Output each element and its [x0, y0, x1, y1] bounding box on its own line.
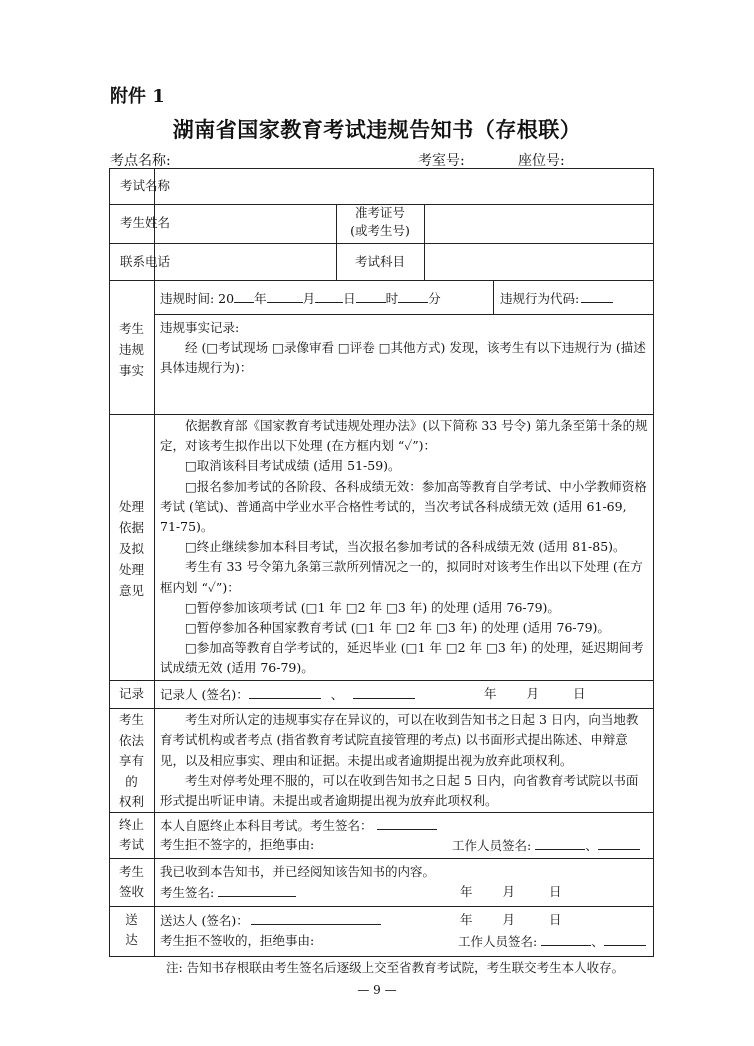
opinion-body	[160, 416, 650, 679]
room-no-label: 考室号:	[418, 153, 465, 169]
rights-paragraph: 考生对停考处理不服的，可以在收到告知书之日起 5 日内，向省教育考试院以书面形式提出听证申请。未提出或者逾期提出视为放弃此项权利。	[160, 772, 639, 809]
opinion-label-line: 意见	[118, 583, 144, 598]
month-unit: 月	[502, 912, 516, 927]
facts-label-line: 事实	[118, 363, 144, 378]
month-unit: 月	[526, 686, 540, 701]
receipt-date[interactable]	[460, 882, 562, 902]
staff-signature-label: 工作人员签名:	[458, 934, 538, 949]
delivery-label-line: 达	[125, 932, 138, 947]
day-unit: 日	[549, 884, 562, 899]
separator: 、	[585, 838, 598, 853]
opinion-option-cancel-score[interactable]: □取消该科目考试成绩 (适用 51-59)。	[185, 458, 401, 474]
facts-record[interactable]	[160, 318, 648, 378]
receipt-signature[interactable]	[160, 882, 296, 903]
terminate-refusal[interactable]: 考生拒不签字的，拒绝事由:	[160, 837, 315, 852]
terminate-signature[interactable]	[160, 815, 437, 836]
terminate-staff-signature[interactable]	[452, 835, 640, 856]
subject-field[interactable]	[426, 245, 651, 278]
hour-unit: 时	[385, 291, 399, 306]
day-unit: 日	[549, 912, 562, 927]
exam-name-label: 考试名称	[119, 178, 170, 193]
attachment-label: 附件 1	[110, 86, 165, 107]
receipt-label-line: 签收	[118, 884, 144, 899]
rights-body	[160, 710, 650, 811]
violation-code[interactable]	[500, 288, 613, 309]
opinion-label-line: 处理	[118, 562, 144, 577]
opinion-paragraph: 依据教育部《国家教育考试违规处理办法》(以下简称 33 号令) 第九条至第十条的规定，对该考生拟作出以下处理 (在方框内划 “✓”)：	[160, 418, 648, 454]
delivery-date[interactable]	[460, 910, 562, 930]
rights-label-line: 权利	[118, 794, 144, 809]
minute-unit: 分	[428, 291, 441, 306]
year-unit: 年	[460, 912, 473, 927]
rights-label-line: 依法	[118, 732, 144, 748]
rights-label-line: 享有	[118, 753, 144, 768]
month-unit: 月	[502, 884, 516, 899]
record-date[interactable]	[484, 684, 586, 704]
violation-time-prefix: 违规时间: 20	[160, 291, 235, 306]
violation-code-label: 违规行为代码:	[500, 291, 580, 306]
student-name-field[interactable]	[182, 206, 334, 241]
recorder-signature[interactable]	[160, 684, 415, 705]
delivery-staff-signature[interactable]	[458, 931, 646, 952]
rights-label-line: 的	[125, 773, 138, 789]
opinion-paragraph: 考生有 33 号令第九条第三款所列情况之一的，拟同时对该考生作出以下处理 (在方框内划 “✓”)：	[160, 559, 643, 595]
opinion-option-delay-graduation[interactable]: □参加高等教育自学考试的，延迟毕业 (□1 年 □2 年 □3 年) 的处理，延迟期间考试成绩无效 (适用 76-79)。	[160, 640, 644, 676]
admit-no-label	[336, 204, 424, 240]
year-unit: 年	[460, 884, 473, 899]
separator: 、	[330, 687, 344, 702]
facts-section-label	[109, 318, 154, 381]
receipt-label-line: 考生	[118, 864, 144, 879]
facts-label-line: 违规	[118, 342, 144, 357]
receipt-statement: 我已收到本告知书，并已经阅知该告知书的内容。	[160, 864, 436, 879]
opinion-label-line: 及拟	[118, 541, 144, 556]
rights-section-label	[109, 710, 154, 813]
violation-time[interactable]	[160, 288, 441, 309]
phone-label: 联系电话	[119, 254, 170, 269]
page-number: — 9 —	[357, 983, 397, 997]
record-section-label: 记录	[118, 686, 144, 701]
receipt-section-label	[109, 862, 154, 902]
page-title: 湖南省国家教育考试违规告知书（存根联）	[172, 117, 582, 142]
student-name-label: 考生姓名	[119, 215, 170, 230]
rights-paragraph: 考生对所认定的违规事实存在异议的，可以在收到告知书之日起 3 日内，向当地教育考试机构或者考点 (指省教育考试院直接管理的考点) 以书面形式提出陈述、申辩意见，以及相应事实、理由和证据。未提出或者逾期提出视为放弃此项权利。	[160, 712, 639, 768]
year-unit: 年	[254, 291, 267, 306]
day-unit: 日	[573, 686, 586, 701]
admit-no-label-alt: (或考生号)	[350, 223, 410, 238]
seat-no-label: 座位号:	[518, 153, 565, 169]
facts-record-text: 经 (□考试现场 □录像审看 □评卷 □其他方式) 发现，该考生有以下违规行为 (描述具体违规行为)：	[160, 340, 646, 375]
admit-no-field[interactable]	[426, 206, 651, 241]
opinion-option-terminate[interactable]: □终止继续参加本科目考试，当次报名参加考试的各科成绩无效 (适用 81-85)。	[185, 539, 626, 555]
admit-no-label-main: 准考证号	[354, 205, 405, 220]
year-unit: 年	[484, 686, 497, 701]
student-signature-label: 考生签名:	[160, 885, 215, 900]
delivery-section-label	[109, 910, 154, 950]
terminate-label-line: 考试	[118, 837, 144, 852]
delivery-refusal[interactable]: 考生拒不签收的，拒绝事由:	[160, 933, 315, 948]
deliverer-label: 送达人 (签名)：	[160, 913, 249, 928]
opinion-option-all-invalid[interactable]: □报名参加考试的各阶段、各科成绩无效：参加高等教育自学考试、中小学教师资格考试 (笔试)、普通高中学业水平合格性考试的，当次考试各科成绩无效 (适用 61-69, 71-75)。	[160, 478, 647, 535]
facts-label-line: 考生	[118, 321, 144, 336]
month-unit: 月	[302, 291, 316, 306]
staff-signature-label: 工作人员签名:	[452, 838, 532, 853]
delivery-label-line: 送	[125, 912, 138, 927]
delivery-signature[interactable]	[160, 910, 381, 931]
opinion-option-suspend-exam[interactable]: □暂停参加该项考试 (□1 年 □2 年 □3 年) 的处理 (适用 76-79)。	[185, 599, 560, 615]
terminate-section-label	[109, 815, 154, 855]
subject-label: 考试科目	[354, 254, 405, 269]
opinion-section-label	[109, 496, 154, 601]
exam-name-field[interactable]	[182, 170, 652, 202]
separator: 、	[591, 934, 604, 949]
site-name-label: 考点名称:	[110, 153, 171, 169]
opinion-option-suspend-all[interactable]: □暂停参加各种国家教育考试 (□1 年 □2 年 □3 年) 的处理 (适用 76-79)。	[185, 620, 610, 636]
recorder-label: 记录人 (签名)：	[160, 687, 249, 702]
day-unit: 日	[343, 291, 356, 306]
terminate-statement: 本人自愿终止本科目考试。考生签名：	[160, 818, 373, 833]
opinion-label-line: 依据	[118, 520, 144, 535]
phone-field[interactable]	[182, 245, 334, 278]
terminate-label-line: 终止	[118, 817, 144, 832]
opinion-label-line: 处理	[118, 499, 144, 514]
rights-label-line: 考生	[118, 712, 144, 727]
footer-note: 注: 告知书存根联由考生签名后逐级上交至省教育考试院，考生联交考生本人收存。	[166, 960, 625, 975]
facts-record-label: 违规事实记录:	[160, 320, 240, 335]
